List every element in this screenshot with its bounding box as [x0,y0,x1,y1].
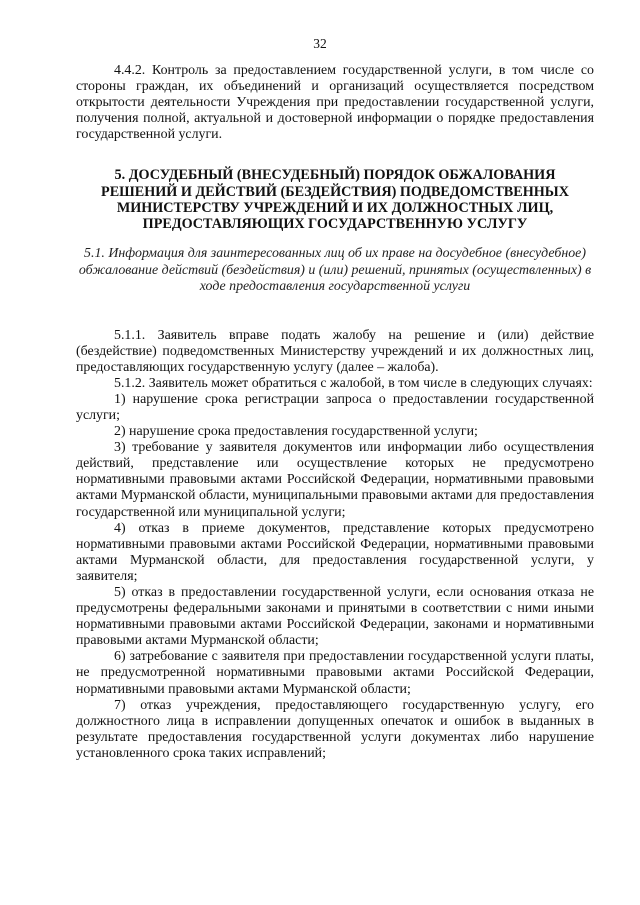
page-body [76,63,594,762]
paragraph-5-1-1: 5.1.1. Заявитель вправе подать жалобу на решение и (или) действие (бездействие) подведомственных Министерству учреждений и их должностных лиц, предоставляющих государственную услугу (далее – жалоба). [76,327,594,375]
paragraph-5-1-2: 5.1.2. Заявитель может обратиться с жалобой, в том числе в следующих случаях: [114,375,593,391]
list-item: 3) требование у заявителя документов или информации либо осуществления действий, представление или осуществление которых не предусмотрено нормативными правовыми актами Российской Федерации, нормативными правовыми актами Мурманской области, муниципальными правовыми актами для предоставления государственной или муниципальной услуги; [76,440,594,520]
list-item: 4) отказ в приеме документов, представление которых предусмотрено нормативными правовыми актами Российской Федерации, нормативными правовыми актами Мурманской области, для предоставления государственной услуги, у заявителя; [76,520,594,584]
spacer [76,296,594,328]
list-item: 1) нарушение срока регистрации запроса о предоставлении государственной услуги; [76,391,594,423]
list-item: 6) затребование с заявителя при предоставлении государственной услуги платы, не предусмотренной нормативными правовыми актами Российской Федерации, нормативными правовыми актами Мурманской области; [76,649,594,697]
paragraph-4-4-2: 4.4.2. Контроль за предоставлением государственной услуги, в том числе со стороны граждан, их объединений и организаций осуществляется посредством открытости деятельности Учреждения при предоставлении государственной услуги, получения полной, актуальной и достоверной информации о порядке предоставления государственной услуги. [76,63,594,143]
section-5-heading: 5. ДОСУДЕБНЫЙ (ВНЕСУДЕБНЫЙ) ПОРЯДОК ОБЖАЛОВАНИЯ РЕШЕНИЙ И ДЕЙСТВИЙ (БЕЗДЕЙСТВИЯ) ПОДВЕДОМСТВЕННЫХ МИНИСТЕРСТВУ УЧРЕЖДЕНИЙ И ИХ ДОЛЖНОСТНЫХ ЛИЦ, ПРЕДОСТАВЛЯЮЩИХ ГОСУДАРСТВЕННУЮ УСЛУГУ [101,167,569,233]
list-item: 5) отказ в предоставлении государственной услуги, если основания отказа не предусмотрены федеральными законами и принятыми в соответствии с ними иными нормативными правовыми актами Российской Федерации, законами и нормативными правовыми актами Мурманской области; [76,585,594,649]
subsection-5-1-heading: 5.1. Информация для заинтересованных лиц об их праве на досудебное (внесудебное) обжалование действий (бездействия) и (или) решений, принятых (осуществленных) в ходе предоставления государственной услуги [78,246,592,295]
list-item: 2) нарушение срока предоставления государственной услуги; [114,424,478,440]
list-item: 7) отказ учреждения, предоставляющего государственную услугу, его должностного лица в исправлении допущенных опечаток и ошибок в выданных в результате предоставления государственной услуги документах либо нарушение установленного срока таких исправлений; [76,697,594,761]
page-number: 32 [313,36,327,51]
